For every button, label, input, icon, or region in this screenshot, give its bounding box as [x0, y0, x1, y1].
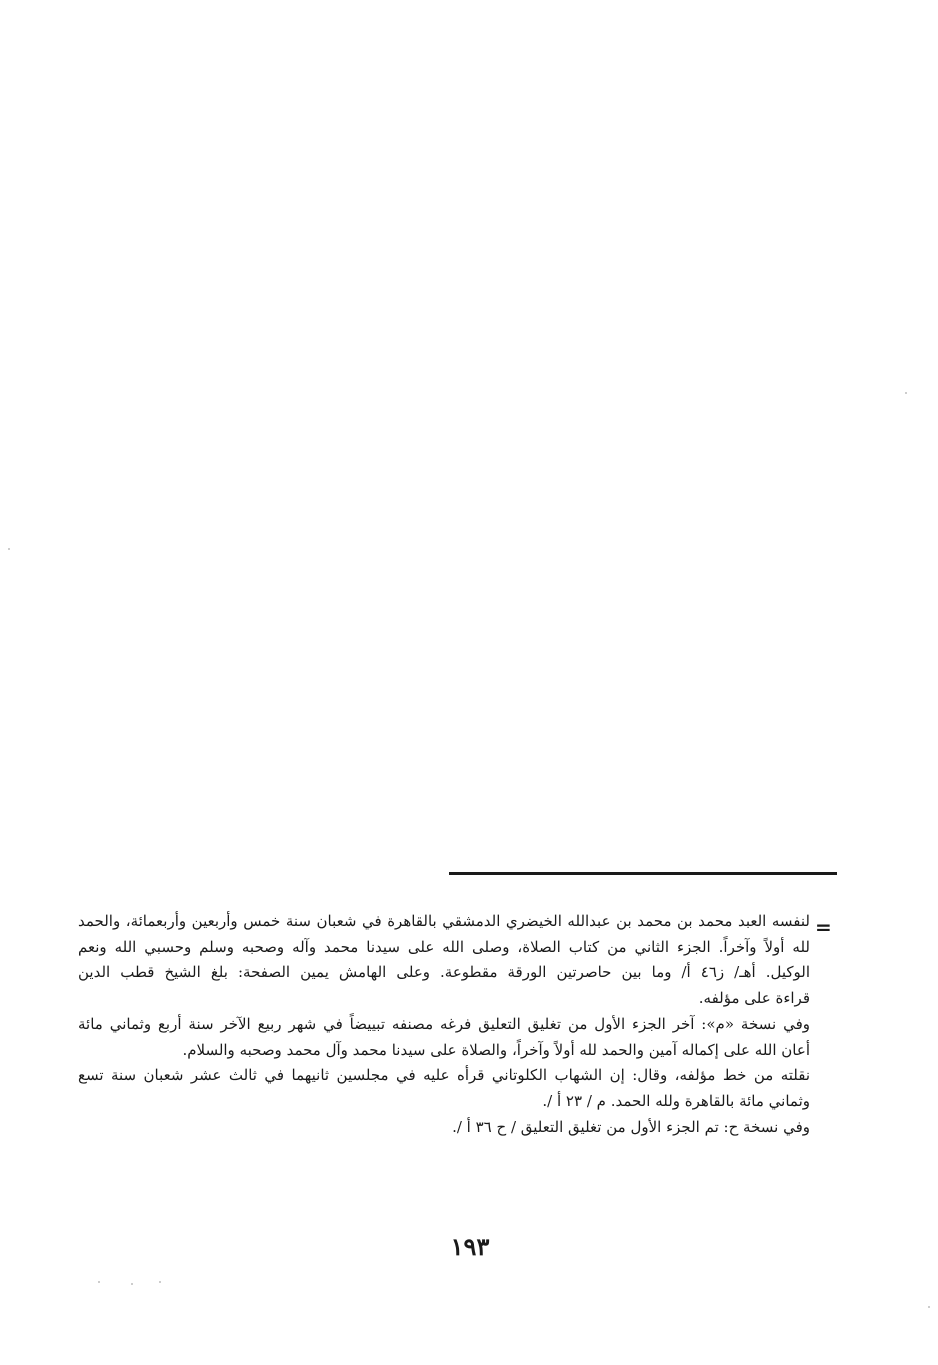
- scan-speck: [159, 1281, 161, 1283]
- scan-speck: [928, 1306, 930, 1308]
- footnote-line: لنفسه العبد محمد بن محمد بن عبدالله الخيضري الدمشقي بالقاهرة في شعبان سنة خمس وأربعين وأربعمائة، والحمد: [78, 912, 810, 930]
- scan-speck: [905, 392, 907, 394]
- footnote-line: قراءة على مؤلفه.: [698, 989, 810, 1008]
- footnote-block: [78, 909, 810, 1140]
- footnote-line: نقلته من خط مؤلفه، وقال: إن الشهاب الكلوتاني قرأه عليه في مجلسين ثانيهما في ثالث عشر شعبان سنة تسع: [78, 1066, 810, 1085]
- footnote-line: أعان الله على إكماله آمين والحمد لله أولاً وآخراً، والصلاة على سيدنا محمد وآل محمد وصحبه والسلام.: [182, 1040, 810, 1059]
- footnote-separator-rule: [449, 872, 837, 875]
- footnote-continuation-mark: =: [815, 915, 832, 939]
- footnote-line: وفي نسخة ح: تم الجزء الأول من تغليق التعليق / ح ٣٦ أ /.: [452, 1117, 810, 1136]
- footnote-line: وفي نسخة «م»: آخر الجزء الأول من تغليق التعليق فرغه مصنفه تبييضاً في شهر ربيع الآخر سنة أربع وثماني مائة: [78, 1014, 810, 1033]
- footnote-line: وثماني مائة بالقاهرة ولله الحمد. م / ٢٣ أ /.: [542, 1091, 810, 1110]
- page-number: ١٩٣: [450, 1232, 490, 1261]
- scan-speck: [8, 548, 10, 550]
- scan-speck: [131, 1283, 133, 1285]
- scan-speck: [98, 1281, 100, 1283]
- footnote-line: الوكيل. أهـ/ ز٤٦ أ/ وما بين حاصرتين الورقة مقطوعة. وعلى الهامش يمين الصفحة: بلغ الشيخ قطب الدين: [78, 963, 810, 982]
- footnote-line: لله أولاً وآخراً. الجزء الثاني من كتاب الصلاة، وصلى الله على سيدنا محمد وآله وصحبه وسلم وحسبي الله ونعم: [78, 937, 810, 956]
